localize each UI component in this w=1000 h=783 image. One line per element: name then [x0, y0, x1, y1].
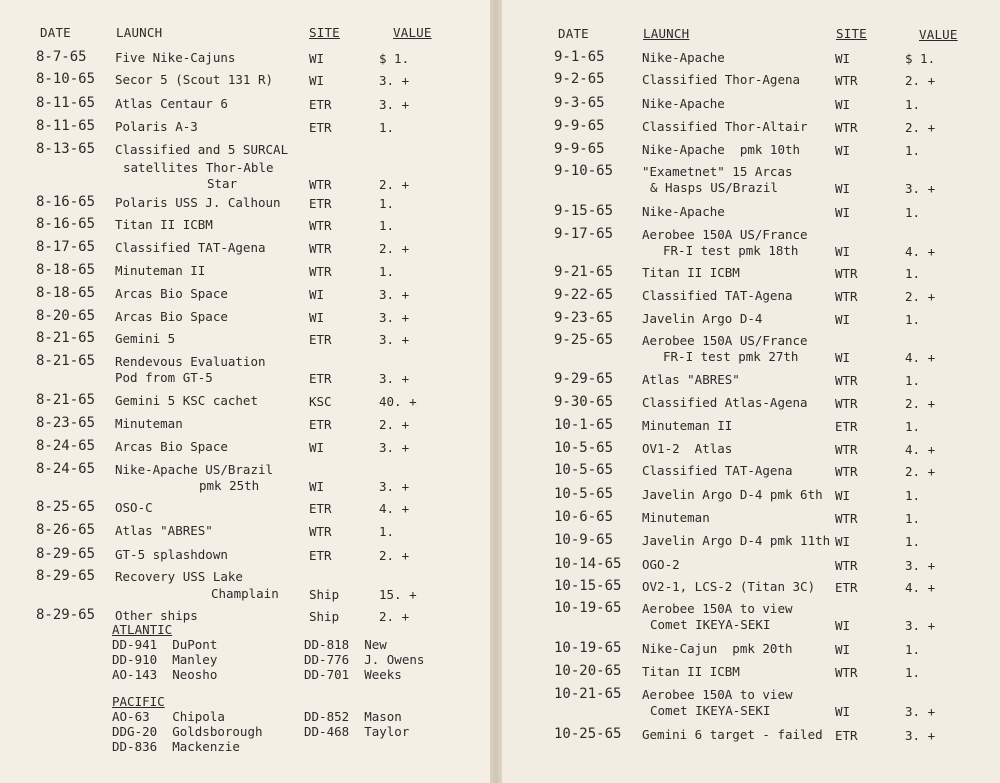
date-cell: 8-18-65	[36, 285, 96, 301]
value-cell: 3. +	[379, 73, 410, 88]
value-cell: 1.	[905, 205, 921, 220]
site-cell: KSC	[309, 394, 332, 409]
date-cell: 8-23-65	[36, 415, 96, 431]
launch-cell: Secor 5 (Scout 131 R)	[115, 72, 274, 87]
value-cell: 1.	[905, 97, 921, 112]
site-cell: WI	[835, 205, 851, 220]
site-cell: WI	[835, 97, 851, 112]
launch-cell: Gemini 5 KSC cachet	[115, 393, 258, 408]
launch-cell: Classified TAT-Agena	[642, 288, 793, 303]
atlantic-ship-left: DD-910 Manley	[112, 652, 218, 667]
date-cell: 9-10-65	[554, 163, 614, 179]
value-cell: 3. +	[379, 310, 410, 325]
date-cell: 9-29-65	[554, 371, 614, 387]
site-cell: WTR	[835, 558, 858, 573]
date-cell: 10-5-65	[554, 440, 614, 456]
launch-cell: Classified TAT-Agena	[642, 463, 793, 478]
date-cell: 9-22-65	[554, 287, 614, 303]
site-cell: WI	[835, 488, 851, 503]
site-cell: ETR	[309, 196, 332, 211]
date-cell: 10-1-65	[554, 417, 614, 433]
date-cell: 9-2-65	[554, 71, 605, 87]
site-cell: ETR	[309, 97, 332, 112]
date-cell: 9-23-65	[554, 310, 614, 326]
value-cell: 4. +	[905, 244, 936, 259]
value-cell: 1.	[379, 218, 395, 233]
pacific-ship-left: DD-836 Mackenzie	[112, 739, 240, 754]
launch-cell: Aerobee 150A US/France	[642, 333, 808, 348]
value-cell: 2. +	[905, 120, 936, 135]
launch-cell: Minuteman II	[115, 263, 206, 278]
site-cell: WI	[835, 51, 851, 66]
date-cell: 9-1-65	[554, 49, 605, 65]
value-cell: 3. +	[905, 181, 936, 196]
site-cell: ETR	[835, 728, 858, 743]
launch-cell: FR-I test pmk 27th	[663, 349, 799, 364]
launch-cell: Recovery USS Lake	[115, 569, 243, 584]
pacific-ship-left: DDG-20 Goldsborough	[112, 724, 263, 739]
date-cell: 8-11-65	[36, 95, 96, 111]
value-cell: 1.	[905, 534, 921, 549]
date-cell: 10-9-65	[554, 532, 614, 548]
value-cell: 1.	[905, 312, 921, 327]
launch-cell: Comet IKEYA-SEKI	[650, 703, 771, 718]
launch-cell: Atlas "ABRES"	[642, 372, 740, 387]
value-cell: 2. +	[905, 289, 936, 304]
launch-cell: Titan II ICBM	[642, 265, 740, 280]
value-cell: 1.	[905, 511, 921, 526]
value-header-right: VALUE	[919, 27, 958, 42]
pacific-label: PACIFIC	[112, 694, 165, 709]
launch-cell: Atlas Centaur 6	[115, 96, 228, 111]
date-cell: 9-9-65	[554, 118, 605, 134]
site-header-right: SITE	[836, 26, 867, 41]
site-cell: WI	[835, 181, 851, 196]
value-cell: 1.	[905, 665, 921, 680]
site-cell: WI	[309, 73, 325, 88]
site-cell: ETR	[309, 120, 332, 135]
value-cell: $ 1.	[905, 51, 936, 66]
date-cell: 9-15-65	[554, 203, 614, 219]
site-cell: WTR	[309, 177, 332, 192]
launch-cell: OGO-2	[642, 557, 680, 572]
date-cell: 10-19-65	[554, 640, 622, 656]
date-cell: 10-19-65	[554, 600, 622, 616]
value-cell: 2. +	[379, 548, 410, 563]
launch-cell: & Hasps US/Brazil	[650, 180, 778, 195]
launch-cell: Comet IKEYA-SEKI	[650, 617, 771, 632]
value-cell: 2. +	[905, 396, 936, 411]
date-cell: 8-24-65	[36, 461, 96, 477]
date-cell: 8-29-65	[36, 546, 96, 562]
site-cell: WI	[835, 143, 851, 158]
date-cell: 8-18-65	[36, 262, 96, 278]
launch-cell: Classified and 5 SURCAL	[115, 142, 289, 157]
atlantic-label: ATLANTIC	[112, 622, 173, 637]
launch-header-right: LAUNCH	[643, 26, 690, 41]
launch-cell: Titan II ICBM	[115, 217, 213, 232]
date-cell: 8-10-65	[36, 71, 96, 87]
site-cell: WI	[835, 534, 851, 549]
launch-cell: Aerobee 150A US/France	[642, 227, 808, 242]
site-cell: WI	[309, 51, 325, 66]
atlantic-ship-left: DD-941 DuPont	[112, 637, 218, 652]
value-cell: 1.	[905, 266, 921, 281]
date-cell: 10-25-65	[554, 726, 622, 742]
date-cell: 9-9-65	[554, 141, 605, 157]
value-cell: 1.	[905, 373, 921, 388]
launch-cell: Nike-Cajun pmk 20th	[642, 641, 793, 656]
date-cell: 8-21-65	[36, 392, 96, 408]
pacific-ship-right: DD-468 Taylor	[304, 724, 410, 739]
atlantic-ship-right: DD-818 New	[304, 637, 387, 652]
launch-cell: OSO-C	[115, 500, 153, 515]
launch-cell: Polaris USS J. Calhoun	[115, 195, 281, 210]
value-cell: 1.	[905, 642, 921, 657]
date-cell: 10-5-65	[554, 486, 614, 502]
atlantic-ship-right: DD-701 Weeks	[304, 667, 402, 682]
launch-cell: Titan II ICBM	[642, 664, 740, 679]
site-cell: WTR	[835, 289, 858, 304]
site-cell: WTR	[835, 442, 858, 457]
site-cell: ETR	[309, 371, 332, 386]
value-cell: 1.	[905, 143, 921, 158]
site-cell: WTR	[835, 665, 858, 680]
launch-cell: Other ships	[115, 608, 198, 623]
site-cell: WTR	[835, 73, 858, 88]
launch-cell: Aerobee 150A to view	[642, 687, 793, 702]
launch-cell: Arcas Bio Space	[115, 286, 228, 301]
launch-cell: Gemini 6 target - failed	[642, 727, 823, 742]
value-cell: 1.	[379, 196, 395, 211]
launch-cell: "Exametnet" 15 Arcas	[642, 164, 793, 179]
site-cell: ETR	[309, 548, 332, 563]
launch-cell: Champlain	[211, 586, 279, 601]
date-cell: 8-29-65	[36, 568, 96, 584]
value-cell: $ 1.	[379, 51, 410, 66]
value-cell: 4. +	[905, 580, 936, 595]
date-header-right: DATE	[558, 26, 589, 41]
launch-header: LAUNCH	[116, 25, 163, 40]
value-cell: 4. +	[905, 350, 936, 365]
launch-cell: Nike-Apache pmk 10th	[642, 142, 801, 157]
value-cell: 4. +	[379, 501, 410, 516]
ship-list	[112, 622, 492, 757]
launch-cell: Gemini 5	[115, 331, 176, 346]
date-cell: 9-30-65	[554, 394, 614, 410]
launch-cell: Javelin Argo D-4 pmk 6th	[642, 487, 823, 502]
value-cell: 40. +	[379, 394, 417, 409]
site-cell: WI	[835, 618, 851, 633]
value-cell: 3. +	[905, 728, 936, 743]
site-cell: ETR	[309, 332, 332, 347]
site-cell: WTR	[835, 373, 858, 388]
date-cell: 8-24-65	[36, 438, 96, 454]
date-cell: 8-25-65	[36, 499, 96, 515]
left-page	[0, 0, 492, 783]
launch-cell: Javelin Argo D-4	[642, 311, 763, 326]
site-cell: WTR	[835, 396, 858, 411]
launch-cell: GT-5 splashdown	[115, 547, 228, 562]
launch-cell: OV2-1, LCS-2 (Titan 3C)	[642, 579, 816, 594]
launch-cell: Javelin Argo D-4 pmk 11th	[642, 533, 831, 548]
launch-cell: Nike-Apache	[642, 204, 725, 219]
site-cell: Ship	[309, 587, 340, 602]
site-cell: WI	[835, 704, 851, 719]
launch-cell: Minuteman II	[642, 418, 733, 433]
launch-cell: Classified Thor-Altair	[642, 119, 808, 134]
launch-cell: Minuteman	[642, 510, 710, 525]
launch-cell: Nike-Apache US/Brazil	[115, 462, 274, 477]
date-cell: 10-6-65	[554, 509, 614, 525]
date-cell: 8-20-65	[36, 308, 96, 324]
date-cell: 9-17-65	[554, 226, 614, 242]
date-cell: 10-21-65	[554, 686, 622, 702]
value-cell: 3. +	[905, 704, 936, 719]
value-cell: 15. +	[379, 587, 417, 602]
value-cell: 2. +	[379, 417, 410, 432]
right-page	[502, 0, 1000, 783]
value-cell: 3. +	[905, 558, 936, 573]
site-cell: WTR	[309, 264, 332, 279]
launch-cell: Five Nike-Cajuns	[115, 50, 236, 65]
date-cell: 8-21-65	[36, 353, 96, 369]
launch-cell: Classified TAT-Agena	[115, 240, 266, 255]
value-cell: 3. +	[379, 332, 410, 347]
value-cell: 2. +	[905, 73, 936, 88]
launch-cell: Arcas Bio Space	[115, 309, 228, 324]
site-cell: WTR	[835, 266, 858, 281]
launch-cell: Classified Thor-Agena	[642, 72, 801, 87]
value-cell: 2. +	[379, 241, 410, 256]
date-cell: 8-11-65	[36, 118, 96, 134]
value-cell: 1.	[905, 419, 921, 434]
date-cell: 10-20-65	[554, 663, 622, 679]
site-cell: Ship	[309, 609, 340, 624]
site-cell: WI	[835, 244, 851, 259]
site-cell: WI	[835, 350, 851, 365]
value-cell: 3. +	[905, 618, 936, 633]
site-cell: WI	[835, 312, 851, 327]
value-cell: 3. +	[379, 371, 410, 386]
site-cell: WI	[309, 440, 325, 455]
site-cell: ETR	[835, 580, 858, 595]
value-cell: 2. +	[379, 177, 410, 192]
value-cell: 1.	[905, 488, 921, 503]
site-cell: WI	[309, 310, 325, 325]
date-header: DATE	[40, 25, 71, 40]
launch-cell: Rendevous Evaluation	[115, 354, 266, 369]
date-cell: 9-21-65	[554, 264, 614, 280]
value-cell: 3. +	[379, 440, 410, 455]
site-cell: ETR	[309, 417, 332, 432]
launch-cell: Minuteman	[115, 416, 183, 431]
date-cell: 8-7-65	[36, 49, 87, 65]
date-cell: 8-21-65	[36, 330, 96, 346]
date-cell: 10-5-65	[554, 462, 614, 478]
launch-cell: Arcas Bio Space	[115, 439, 228, 454]
date-cell: 8-16-65	[36, 194, 96, 210]
pacific-ship-right: DD-852 Mason	[304, 709, 402, 724]
site-cell: WTR	[835, 120, 858, 135]
date-cell: 8-17-65	[36, 239, 96, 255]
launch-cell: Nike-Apache	[642, 96, 725, 111]
date-cell: 8-13-65	[36, 141, 96, 157]
launch-cell: OV1-2 Atlas	[642, 441, 733, 456]
value-cell: 3. +	[379, 97, 410, 112]
value-cell: 3. +	[379, 479, 410, 494]
site-cell: WI	[835, 642, 851, 657]
value-cell: 4. +	[905, 442, 936, 457]
launch-cell: Aerobee 150A to view	[642, 601, 793, 616]
site-cell: WTR	[309, 524, 332, 539]
date-cell: 9-25-65	[554, 332, 614, 348]
date-cell: 10-14-65	[554, 556, 622, 572]
site-cell: WTR	[835, 464, 858, 479]
launch-cell: Polaris A-3	[115, 119, 198, 134]
value-header: VALUE	[393, 25, 432, 40]
date-cell: 8-16-65	[36, 216, 96, 232]
value-cell: 1.	[379, 264, 395, 279]
launch-cell: pmk 25th	[199, 478, 260, 493]
site-cell: WTR	[309, 241, 332, 256]
launch-cell: Classified Atlas-Agena	[642, 395, 808, 410]
value-cell: 3. +	[379, 287, 410, 302]
launch-cell: Nike-Apache	[642, 50, 725, 65]
date-cell: 8-29-65	[36, 607, 96, 623]
launch-cell: satellites Thor-Able	[123, 160, 274, 175]
launch-cell: Atlas "ABRES"	[115, 523, 213, 538]
pacific-ship-left: AO-63 Chipola	[112, 709, 225, 724]
date-cell: 10-15-65	[554, 578, 622, 594]
site-cell: ETR	[309, 501, 332, 516]
launch-cell: Star	[207, 176, 238, 191]
site-cell: WTR	[309, 218, 332, 233]
date-cell: 9-3-65	[554, 95, 605, 111]
site-cell: WI	[309, 479, 325, 494]
value-cell: 1.	[379, 524, 395, 539]
value-cell: 2. +	[905, 464, 936, 479]
atlantic-ship-left: AO-143 Neosho	[112, 667, 218, 682]
site-cell: ETR	[835, 419, 858, 434]
date-cell: 8-26-65	[36, 522, 96, 538]
value-cell: 2. +	[379, 609, 410, 624]
launch-cell: Pod from GT-5	[115, 370, 213, 385]
site-header: SITE	[309, 25, 340, 40]
launch-cell: FR-I test pmk 18th	[663, 243, 799, 258]
site-cell: WTR	[835, 511, 858, 526]
value-cell: 1.	[379, 120, 395, 135]
atlantic-ship-right: DD-776 J. Owens	[304, 652, 425, 667]
site-cell: WI	[309, 287, 325, 302]
